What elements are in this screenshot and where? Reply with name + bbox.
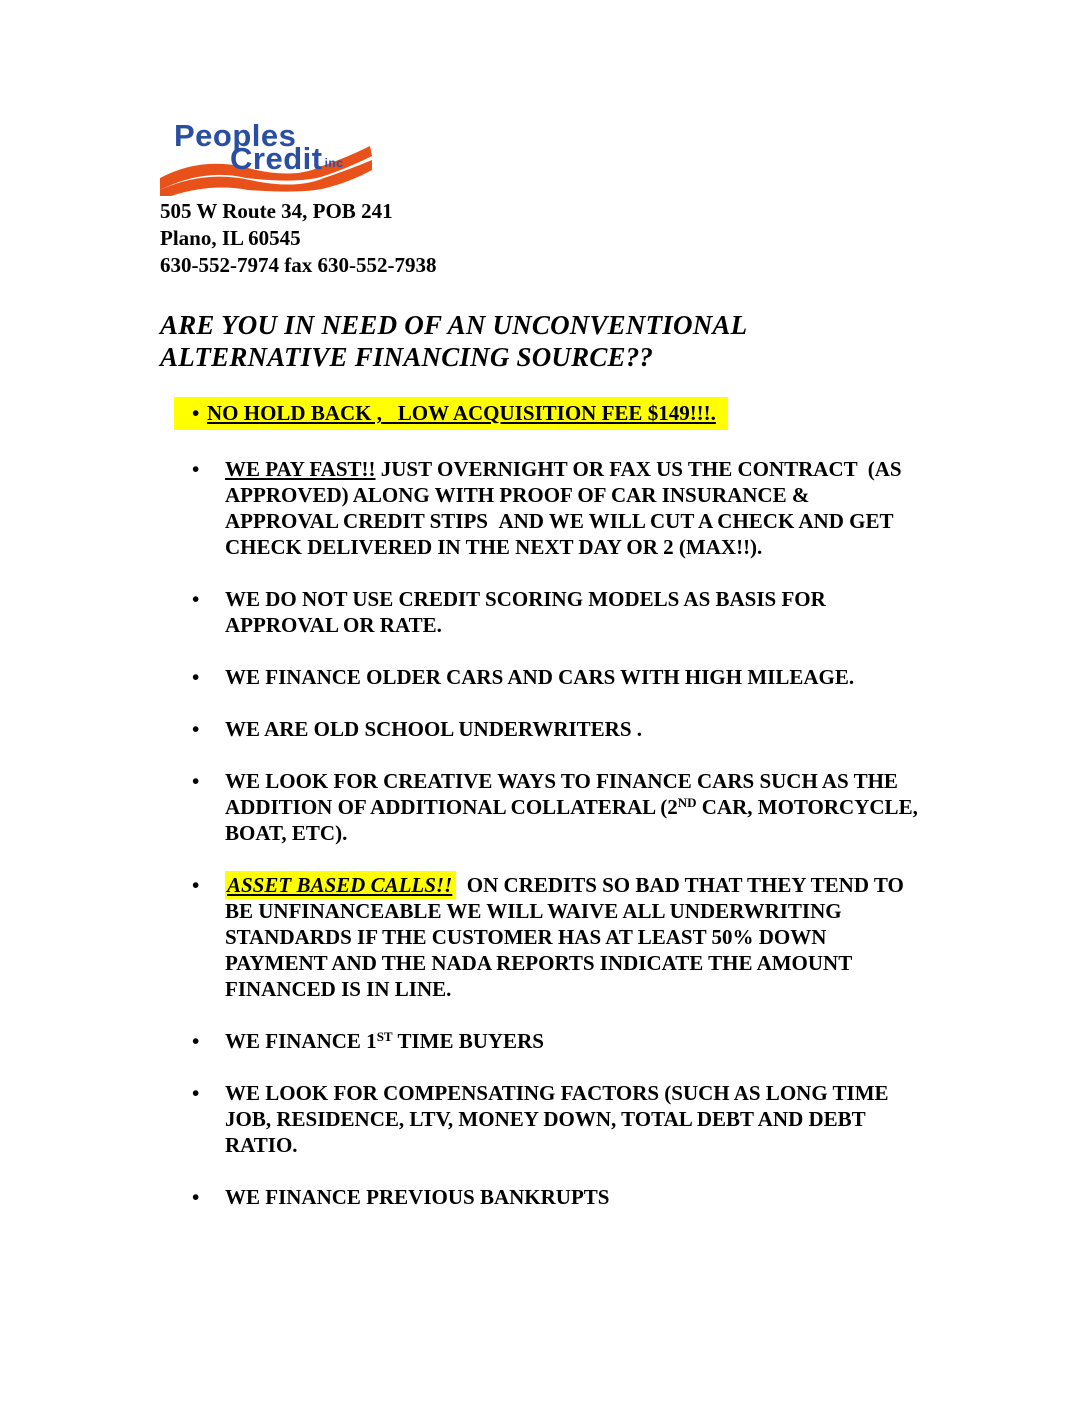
bullet-icon: • — [192, 401, 200, 425]
asset-based-calls-rest: ON CREDITS SO BAD THAT THEY TEND TO BE UNFINANCEABLE WE WILL WAIVE ALL UNDERWRITING STANDARDS IF THE CUSTOMER HAS AT LEAST 50% DOWN PAYMENT AND THE NADA REPORTS INDICATE THE AMOUNT FINANCED IS IN LINE. — [225, 873, 904, 1001]
bullet-icon: • — [192, 1029, 200, 1053]
list-item-older-cars — [192, 664, 922, 690]
list-item-asset-based-calls — [192, 872, 922, 1002]
we-pay-fast-rest: JUST OVERNIGHT OR FAX US THE CONTRACT (AS APPROVED) ALONG WITH PROOF OF CAR INSURANCE & APPROVAL CREDIT STIPS AND WE WILL CUT A CHECK AND GET CHECK DELIVERED IN THE NEXT DAY OR 2 (MAX!!). — [225, 457, 902, 559]
old-school-text: WE ARE OLD SCHOOL UNDERWRITERS . — [225, 717, 643, 741]
bullet-icon: • — [192, 1185, 200, 1209]
first-time-buyers-pre: WE FINANCE 1 — [225, 1029, 377, 1053]
address-line-city: Plano, IL 60545 — [160, 226, 301, 250]
address-line-street: 505 W Route 34, POB 241 — [160, 199, 393, 223]
ordinal-nd: ND — [677, 795, 697, 810]
bullet-icon: • — [192, 769, 200, 793]
bullet-icon: • — [192, 665, 200, 689]
logo-suffix-inc: inc — [324, 156, 344, 170]
logo-word-peoples: Peoples — [174, 118, 297, 153]
list-item-old-school — [192, 716, 922, 742]
list-item-credit-scoring — [192, 586, 922, 638]
older-cars-text: WE FINANCE OLDER CARS AND CARS WITH HIGH MILEAGE. — [225, 665, 855, 689]
logo-word-credit-text: Credit — [230, 141, 323, 176]
first-time-buyers-post: TIME BUYERS — [392, 1029, 544, 1053]
list-item-previous-bankrupts — [192, 1184, 922, 1210]
list-item-compensating-factors — [192, 1080, 922, 1158]
bullet-icon: • — [192, 457, 200, 481]
peoples-credit-logo — [160, 118, 390, 196]
bullet-icon: • — [192, 873, 200, 897]
we-pay-fast-lead: WE PAY FAST!! — [225, 457, 376, 481]
creative-ways-pre: WE LOOK FOR CREATIVE WAYS TO FINANCE CARS SUCH AS THE ADDITION OF ADDITIONAL COLLATERAL (2 — [225, 769, 898, 819]
bullet-icon: • — [192, 1081, 200, 1105]
previous-bankrupts-text: WE FINANCE PREVIOUS BANKRUPTS — [225, 1185, 610, 1209]
bullet-list — [192, 397, 922, 1210]
creative-ways-post: CAR, MOTORCYCLE, BOAT, ETC). — [225, 795, 918, 845]
list-item-first-time-buyers — [192, 1028, 922, 1054]
ordinal-st: ST — [376, 1029, 393, 1044]
page-title: ARE YOU IN NEED OF AN UNCONVENTIONAL ALTERNATIVE FINANCING SOURCE?? — [160, 310, 747, 372]
asset-based-calls-highlight — [225, 871, 456, 899]
asset-based-calls-lead: ASSET BASED CALLS!! — [227, 873, 453, 897]
list-item-we-pay-fast — [192, 456, 922, 560]
list-item-creative-ways — [192, 768, 922, 846]
compensating-factors-text: WE LOOK FOR COMPENSATING FACTORS (SUCH AS LONG TIME JOB, RESIDENCE, LTV, MONEY DOWN, TOTAL DEBT AND DEBT RATIO. — [225, 1081, 889, 1157]
credit-scoring-text: WE DO NOT USE CREDIT SCORING MODELS AS BASIS FOR APPROVAL OR RATE. — [225, 587, 826, 637]
bullet-icon: • — [192, 587, 200, 611]
no-hold-back-text: NO HOLD BACK , LOW ACQUISITION FEE $149!!!. — [207, 401, 716, 425]
address-line-phone: 630-552-7974 fax 630-552-7938 — [160, 253, 437, 277]
address-block — [160, 198, 938, 279]
list-item-no-hold-back — [174, 397, 728, 430]
logo-word-credit — [230, 141, 343, 177]
bullet-icon: • — [192, 717, 200, 741]
